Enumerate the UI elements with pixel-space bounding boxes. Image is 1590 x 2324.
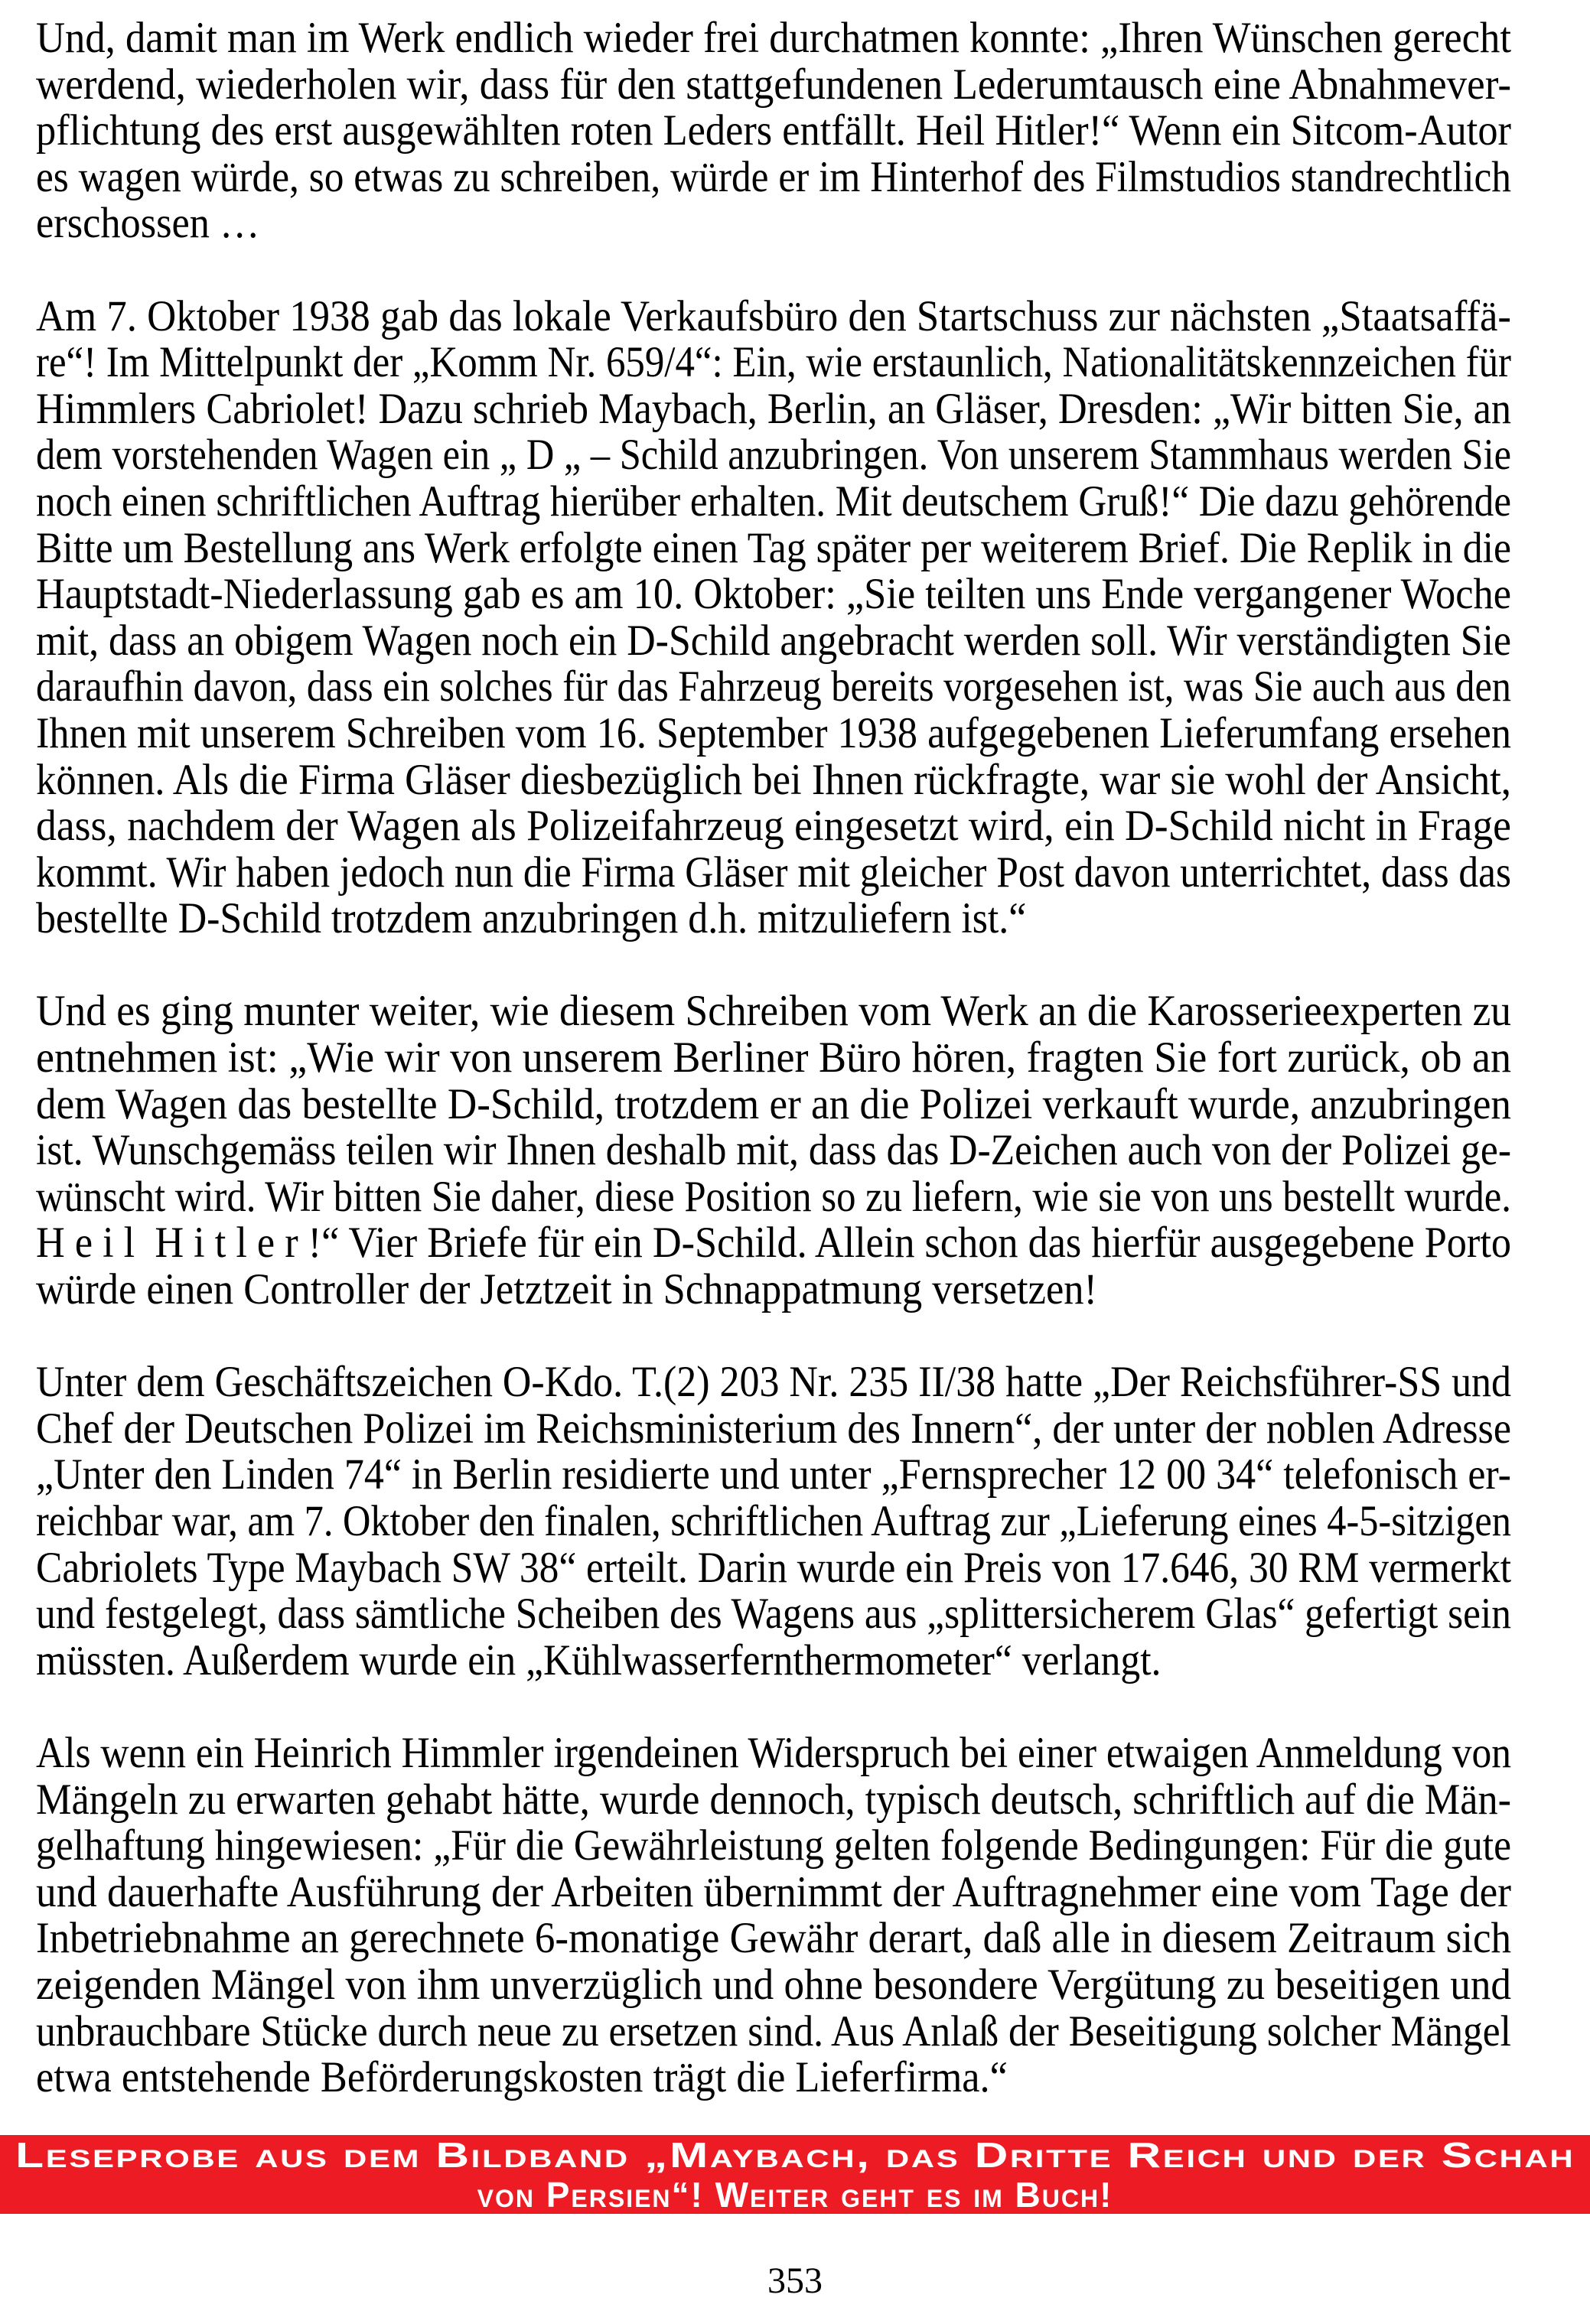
text-line: kommt. Wir haben jedoch nun die Firma Gläser mit gleicher Post davon unterrichtet, dass das xyxy=(36,848,1511,897)
banner-line-2: von Persien“! Weiter geht es im Buch! xyxy=(477,2174,1113,2215)
text-line: es wagen würde, so etwas zu schreiben, würde er im Hinterhof des Filmstudios standrechtlich xyxy=(36,152,1511,201)
paragraph xyxy=(36,1730,1511,2101)
text-line: pflichtung des erst ausgewählten roten Leders entfällt. Heil Hitler!“ Wenn ein Sitcom-Autor xyxy=(36,106,1511,155)
paragraph xyxy=(36,15,1511,247)
text-line: entnehmen ist: „Wie wir von unserem Berliner Büro hören, fragten Sie fort zurück, ob an xyxy=(36,1033,1511,1082)
text-line: können. Als die Firma Gläser diesbezüglich bei Ihnen rückfragte, war sie wohl der Ansicht, xyxy=(36,755,1512,804)
text-line: „Unter den Linden 74“ in Berlin residierte und unter „Fernsprecher 12 00 34“ telefonisch er- xyxy=(36,1450,1511,1499)
text-line: zeigenden Mängel von ihm unverzüglich und ohne besondere Vergütung zu beseitigen und xyxy=(36,1960,1511,2009)
text-line: gelhaftung hingewiesen: „Für die Gewährleistung gelten folgende Bedingungen: Für die gute xyxy=(36,1821,1511,1870)
text-line: Bitte um Bestellung ans Werk erfolgte einen Tag später per weiterem Brief. Die Replik in die xyxy=(36,523,1511,572)
promo-banner xyxy=(0,2135,1590,2214)
paragraph xyxy=(36,1359,1511,1684)
text-line: Am 7. Oktober 1938 gab das lokale Verkaufsbüro den Startschuss zur nächsten „Staatsaffä- xyxy=(36,291,1511,340)
text-line: Hauptstadt-Niederlassung gab es am 10. Oktober: „Sie teilten uns Ende vergangener Woche xyxy=(36,570,1511,619)
paragraph xyxy=(36,291,1512,943)
text-line: unbrauchbare Stücke durch neue zu ersetzen sind. Aus Anlaß der Beseitigung solcher Mängel xyxy=(36,2007,1511,2055)
text-line: daraufhin davon, dass ein solches für das Fahrzeug bereits vorgesehen ist, was Sie auch aus den xyxy=(36,662,1511,711)
text-line: und dauerhafte Ausführung der Arbeiten übernimmt der Auftragnehmer eine vom Tage der xyxy=(36,1867,1511,1916)
text-line: dem vorstehenden Wagen ein „ D „ – Schild anzubringen. Von unserem Stammhaus werden Sie xyxy=(36,431,1511,480)
text-line: Ihnen mit unserem Schreiben vom 16. September 1938 aufgegebenen Lieferumfang ersehen xyxy=(36,708,1511,757)
text-line: dass, nachdem der Wagen als Polizeifahrzeug eingesetzt wird, ein D-Schild nicht in Frage xyxy=(36,802,1511,851)
text-line: müssten. Außerdem wurde ein „Kühlwasserfernthermometer“ verlangt. xyxy=(36,1636,1162,1684)
text-line: Himmlers Cabriolet! Dazu schrieb Maybach, Berlin, an Gläser, Dresden: „Wir bitten Sie, an xyxy=(36,384,1511,433)
text-line: Als wenn ein Heinrich Himmler irgendeinen Widerspruch bei einer etwaigen Anmeldung von xyxy=(36,1728,1511,1777)
text-line: Und, damit man im Werk endlich wieder frei durchatmen konnte: „Ihren Wünschen gerecht xyxy=(36,14,1511,62)
text-line: etwa entstehende Beförderungskosten trägt die Lieferfirma.“ xyxy=(36,2053,1008,2102)
text-line: Mängeln zu erwarten gehabt hätte, wurde dennoch, typisch deutsch, schriftlich auf die Män- xyxy=(36,1775,1511,1824)
text-line: Cabriolets Type Maybach SW 38“ erteilt. Darin wurde ein Preis von 17.646, 30 RM vermerkt xyxy=(36,1543,1511,1592)
text-line: noch einen schriftlichen Auftrag hierüber erhalten. Mit deutschem Gruß!“ Die dazu gehörende xyxy=(36,477,1511,526)
text-line: re“! Im Mittelpunkt der „Komm Nr. 659/4“: Ein, wie erstaunlich, Nationalitätskennzeichen für xyxy=(36,338,1511,387)
text-line: Inbetriebnahme an gerechnete 6-monatige Gewähr derart, daß alle in diesem Zeitraum sich xyxy=(36,1914,1511,1963)
text-line: bestellte D-Schild trotzdem anzubringen d.h. mitzuliefern ist.“ xyxy=(36,894,1027,943)
text-line: wünscht wird. Wir bitten Sie daher, diese Position so zu liefern, wie sie von uns bestellt wurde. xyxy=(36,1172,1511,1221)
page-number: 353 xyxy=(767,2261,823,2301)
text-line: erschossen … xyxy=(36,199,260,248)
text-line: reichbar war, am 7. Oktober den finalen, schriftlichen Auftrag zur „Lieferung eines 4-5-sitzigen xyxy=(36,1497,1511,1545)
paragraph xyxy=(36,988,1511,1313)
text-line: Und es ging munter weiter, wie diesem Schreiben vom Werk an die Karosserieexperten zu xyxy=(36,987,1511,1036)
text-line: und festgelegt, dass sämtliche Scheiben des Wagens aus „splittersicherem Glas“ gefertigt sein xyxy=(36,1590,1511,1639)
text-line: ist. Wunschgemäss teilen wir Ihnen deshalb mit, dass das D-Zeichen auch von der Polizei ge- xyxy=(36,1126,1511,1175)
banner-line-1: Leseprobe aus dem Bildband „Maybach, das Dritte Reich und der Schah xyxy=(15,2134,1575,2175)
text-line: Chef der Deutschen Polizei im Reichsministerium des Innern“, der unter der noblen Adresse xyxy=(36,1404,1511,1453)
text-line: würde einen Controller der Jetztzeit in Schnappatmung versetzen! xyxy=(36,1265,1098,1314)
text-line: werdend, wiederholen wir, dass für den stattgefundenen Lederumtausch eine Abnahmever- xyxy=(36,60,1511,109)
body-text xyxy=(36,15,1511,2101)
text-line: dem Wagen das bestellte D-Schild, trotzdem er an die Polizei verkauft wurde, anzubringen xyxy=(36,1079,1511,1128)
text-line: H e i l H i t l e r !“ Vier Briefe für ein D-Schild. Allein schon das hierfür ausgegebene Porto xyxy=(36,1219,1511,1268)
text-line: Unter dem Geschäftszeichen O-Kdo. T.(2) 203 Nr. 235 II/38 hatte „Der Reichsführer-SS und xyxy=(36,1358,1511,1407)
text-line: mit, dass an obigem Wagen noch ein D-Schild angebracht werden soll. Wir verständigten Sie xyxy=(36,616,1511,665)
